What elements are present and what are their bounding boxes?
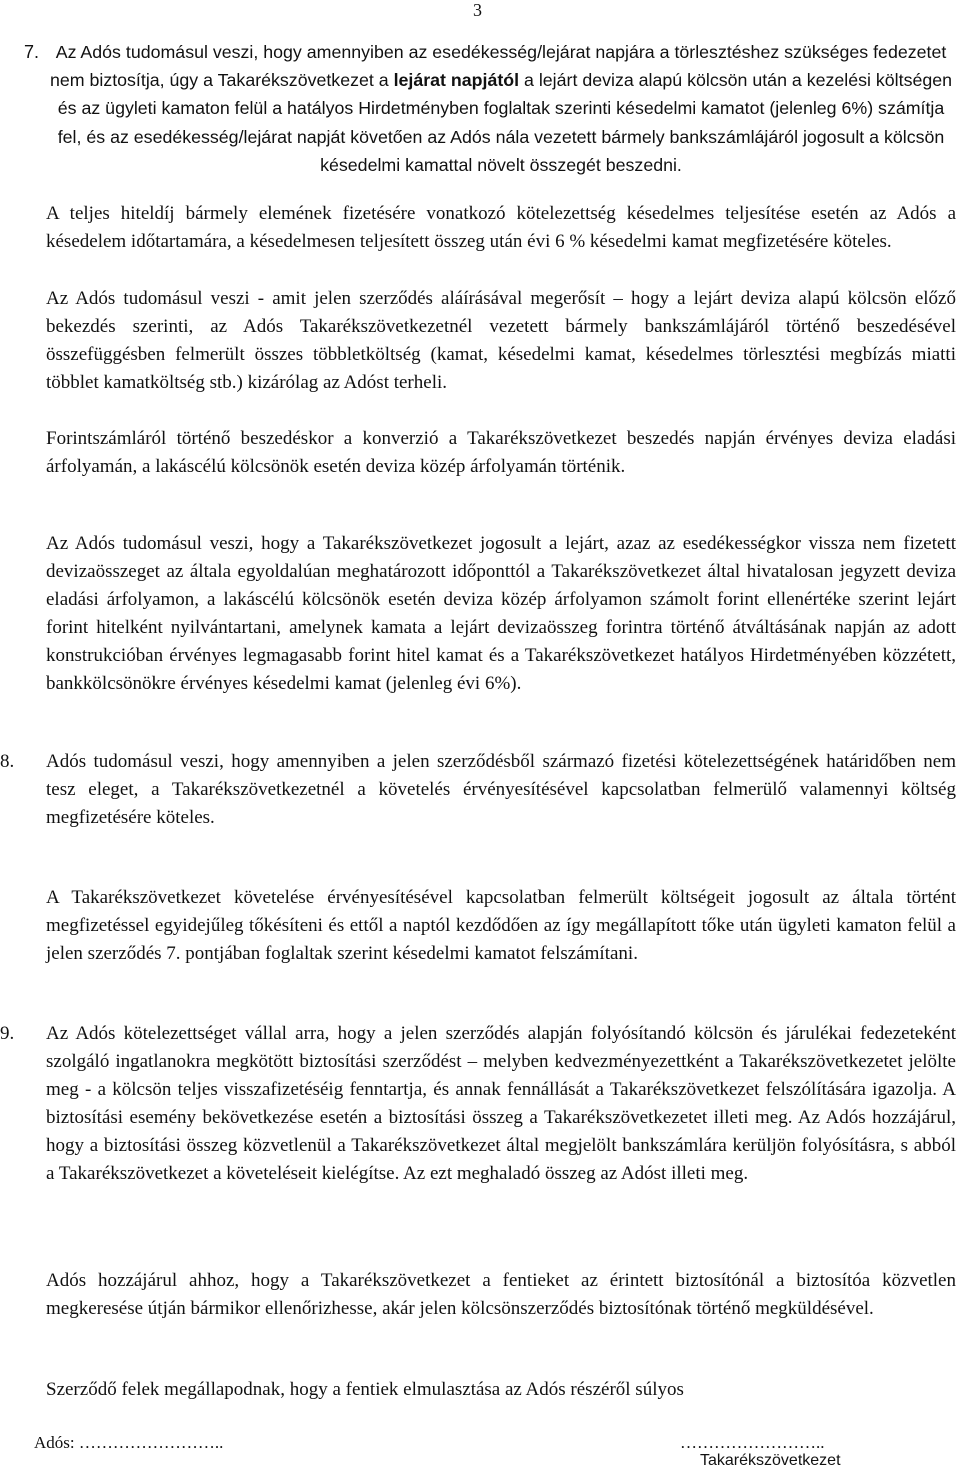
bank-signature-dots: ……………………..: [680, 1433, 825, 1452]
section-9-number: 9.: [0, 1023, 15, 1044]
section-7-paragraph-4: Forintszámláról történő beszedéskor a konverzió a Takarékszövetkezet beszedés napján érvényes deviza eladási árfolyamán, a lakáscélú kölcsönök esetén deviza közép árfolyamán történik.: [46, 428, 956, 477]
section-7-paragraph-3: Az Adós tudomásul veszi - amit jelen szerződés aláírásával megerősít – hogy a lejárt deviza alapú kölcsön előző bekezdés szerinti, az Adós Takarékszövetkezetnél vezetett bármely bankszámlájáról történő beszedésével összefüggésben felmerült összes többletköltség (kamat, késedelmi kamat, késedelmes törlesztési megbízás miatti többlet kamatköltség stb.) kizárólag az Adóst terheli.: [46, 288, 956, 393]
section-9-paragraph-3: Szerződő felek megállapodnak, hogy a fentiek elmulasztása az Adós részéről súlyos: [46, 1379, 684, 1400]
section-7-paragraph-2: A teljes hiteldíj bármely elemének fizetésére vonatkozó kötelezettség késedelmes teljesítése esetén az Adós a késedelem időtartamára, a késedelmesen teljesített összeg után évi 6 % késedelmi kamat megfizetésére köteles.: [46, 203, 956, 252]
section-8-number: 8.: [0, 751, 15, 772]
page-number: 3: [473, 0, 482, 20]
bold-phrase: lejárat napjától: [393, 70, 520, 91]
bank-signature-label: Takarékszövetkezet: [700, 1452, 841, 1469]
section-8-paragraph-2: A Takarékszövetkezet követelése érvényesítésével kapcsolatban felmerült költségeit jogosult az általa történt megfizetéssel egyidejűleg tőkésíteni és ettől a naptól kezdődően az így megállapított tőke után ügyleti kamaton felül a jelen szerződés 7. pontjában foglaltak szerint késedelmi kamatot felszámítani.: [46, 887, 956, 964]
debtor-signature-line: Adós: ……………………..: [34, 1433, 224, 1452]
section-9-paragraph-2: Adós hozzájárul ahhoz, hogy a Takarékszövetkezet a fentieket az érintett biztosítónál a biztosítóa közvetlen megkeresése útján bármikor ellenőrizhesse, akár jelen kölcsönszerződés biztosítónak történő megküldésével.: [46, 1270, 956, 1319]
section-8-paragraph-1: Adós tudomásul veszi, hogy amennyiben a jelen szerződésből származó fizetési kötelezettségének határidőben nem tesz eleget, a Takarékszövetkezetnél a követelés érvényesítésével kapcsolatban felmerülő valamennyi költség megfizetésére köteles.: [46, 751, 956, 828]
section-7-paragraph-5: Az Adós tudomásul veszi, hogy a Takarékszövetkezet jogosult a lejárt, azaz az esedékességkor vissza nem fizetett devizaösszeget az általa egyoldalúan meghatározott időponttól a Takarékszövetkezet által hivatalosan jegyzett deviza eladási árfolyamon, a lakáscélú kölcsönök esetén deviza közép árfolyamon számolt forint ellenértéke szerint lejárt forint hitelként nyilvántartani, amelynek kamata a lejárt devizaösszeg forintra történő átváltásának napján az adott konstrukcióban érvényes legmagasabb forint hitel kamat és a Takarékszövetkezet hatályos Hirdetményében közzétett, bankkölcsönökre érvényes késedelmi kamat (jelenleg évi 6%).: [46, 533, 956, 694]
section-7-paragraph-1: Az Adós tudomásul veszi, hogy amennyiben az esedékesség/lejárat napjára a törlesztéshez szükséges fedezetet nem biztosítja, úgy a Takarékszövetkezet a lejárat napjától a lejárt deviza alapú kölcsön után a kezelési költségen és az ügyleti kamaton felül a hatályos Hirdetményben foglaltak szerinti késedelmi kamatot (jelenleg 6%) számítja fel, és az esedékesség/lejárat napját követően az Adós nála vezetett bármely bankszámlájáról jogosult a kölcsön késedelmi kamattal növelt összegét beszedni.: [49, 42, 953, 175]
section-9-paragraph-1: Az Adós kötelezettséget vállal arra, hogy a jelen szerződés alapján folyósítandó kölcsön és járulékai fedezeteként szolgáló ingatlanokra megkötött biztosítási szerződést – melyben kedvezményezettként a Takarékszövetkezetet jelölte meg - a kölcsön teljes visszafizetéséig fenntartja, és annak fennállását a Takarékszövetkezet felszólítására igazolja. A biztosítási esemény bekövetkezése esetén a biztosítási összeg a Takarékszövetkezetet illeti meg. Az Adós hozzájárul, hogy a biztosítási összeg közvetlenül a Takarékszövetkezet által megjelölt bankszámlára kerüljön folyósításra, s abból a Takarékszövetkezet a követeléseit kielégítse. Az ezt meghaladó összeg az Adóst illeti meg.: [46, 1023, 956, 1184]
section-7-number: 7.: [24, 42, 40, 62]
